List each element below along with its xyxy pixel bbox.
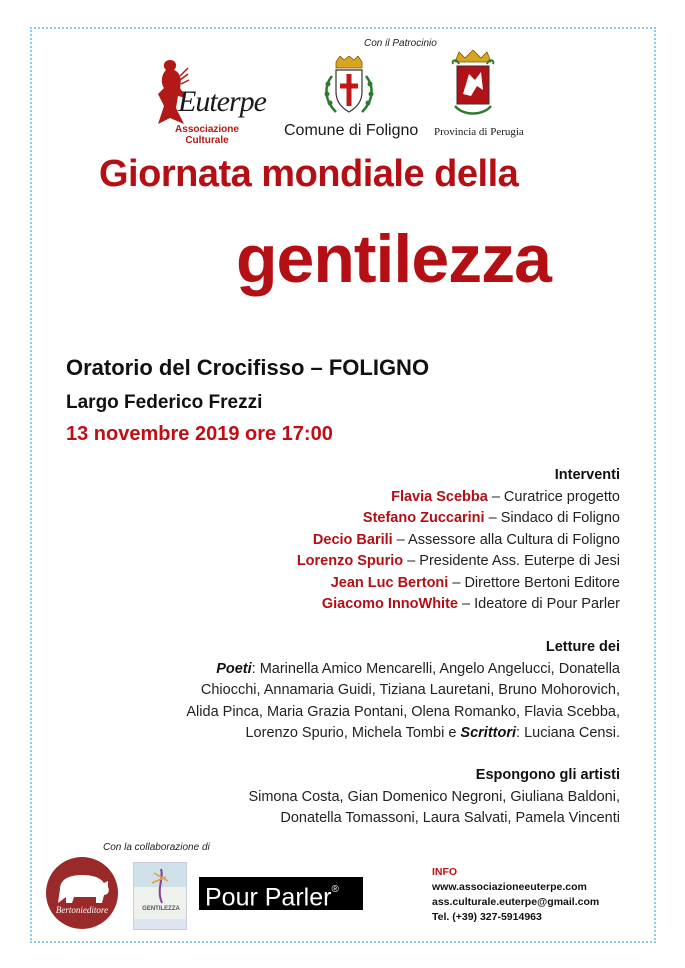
collab-caption: Con la collaborazione di [103,842,210,853]
interventi-heading: Interventi [554,467,620,483]
patrocinio-caption: Con il Patrocinio [364,38,437,49]
intervento-item [297,594,620,616]
letture-section [186,637,620,745]
poeti-label: Poeti [216,660,252,677]
espongono-line: Donatella Tomassoni, Laura Salvati, Pamela Vincenti [280,810,620,826]
title-line-2: gentilezza [236,221,551,297]
letture-line: Chiocchi, Annamaria Guidi, Tiziana Lauretani, Bruno Mohorovich, [200,682,620,698]
info-email[interactable]: ass.culturale.euterpe@gmail.com [432,896,600,908]
comune-label: Comune di Foligno [284,122,419,139]
euterpe-logo [150,58,275,146]
espongono-heading: Espongono gli artisti [475,767,620,783]
euterpe-sub2: Culturale [185,135,229,146]
letture-text: : Marinella Amico Mencarelli, Angelo Angelucci, Donatella [251,660,620,677]
intervento-item [297,530,620,552]
intervento-name: Giacomo InnoWhite [321,596,458,612]
letture-text: : Luciana Censi. [516,725,620,741]
info-phone: Tel. (+39) 327-5914963 [432,911,542,923]
intervento-name: Lorenzo Spurio [296,553,404,569]
letture-line [186,723,620,745]
provincia-crest-icon [449,50,497,122]
title-line-1: Giornata mondiale della [99,153,519,195]
euterpe-wordmark: Euterpe [178,85,266,118]
intervento-role: – Assessore alla Cultura di Foligno [392,531,620,548]
intervento-item [297,508,620,530]
info-website[interactable]: www.associazioneeuterpe.com [432,881,587,893]
intervento-role: – Direttore Bertoni Editore [448,574,620,591]
comune-crest-icon [318,56,380,120]
pourparler-logo [199,877,363,910]
intervento-item [297,487,620,509]
intervento-name: Decio Barili [312,531,393,548]
letture-line: Alida Pinca, Maria Grazia Pontani, Olena Romanko, Flavia Scebba, [186,703,620,720]
book-illustration-icon [134,863,187,930]
bertoni-label: Bertonieditore [55,905,109,915]
intervento-role: – Presidente Ass. Euterpe di Jesi [403,553,620,569]
event-date: 13 novembre 2019 ore 17:00 [66,423,333,445]
intervento-name: Jean Luc Bertoni [330,574,449,591]
letture-heading: Letture dei [545,639,620,655]
espongono-section [248,765,620,830]
euterpe-sub1: Associazione [175,124,239,135]
info-title: INFO [432,866,458,878]
provincia-label: Provincia di Perugia [434,126,524,138]
intervento-item [297,573,620,595]
interventi-section [297,465,620,616]
venue-street: Largo Federico Frezzi [66,392,263,413]
intervento-name: Stefano Zuccarini [362,510,485,526]
pourparler-text: Pour Parler [205,883,332,912]
espongono-line: Simona Costa, Gian Domenico Negroni, Giuliana Baldoni, [248,788,620,805]
intervento-role: – Ideatore di Pour Parler [457,596,620,612]
bertoni-logo [46,857,118,929]
intervento-name: Flavia Scebba [391,488,488,505]
intervento-role: – Sindaco di Foligno [484,510,620,526]
book-title: GENTILEZZA [142,906,180,912]
letture-line [186,659,620,681]
letture-text: Lorenzo Spurio, Michela Tombi e [245,725,461,741]
info-block [432,865,599,925]
gentilezza-book-cover [133,862,187,930]
intervento-role: – Curatrice progetto [487,488,620,505]
scrittori-label: Scrittori [460,725,517,741]
registered-mark: ® [331,884,339,895]
euterpe-subtitle [162,124,252,146]
venue-place: Oratorio del Crocifisso – FOLIGNO [66,355,430,380]
intervento-item [297,551,620,573]
